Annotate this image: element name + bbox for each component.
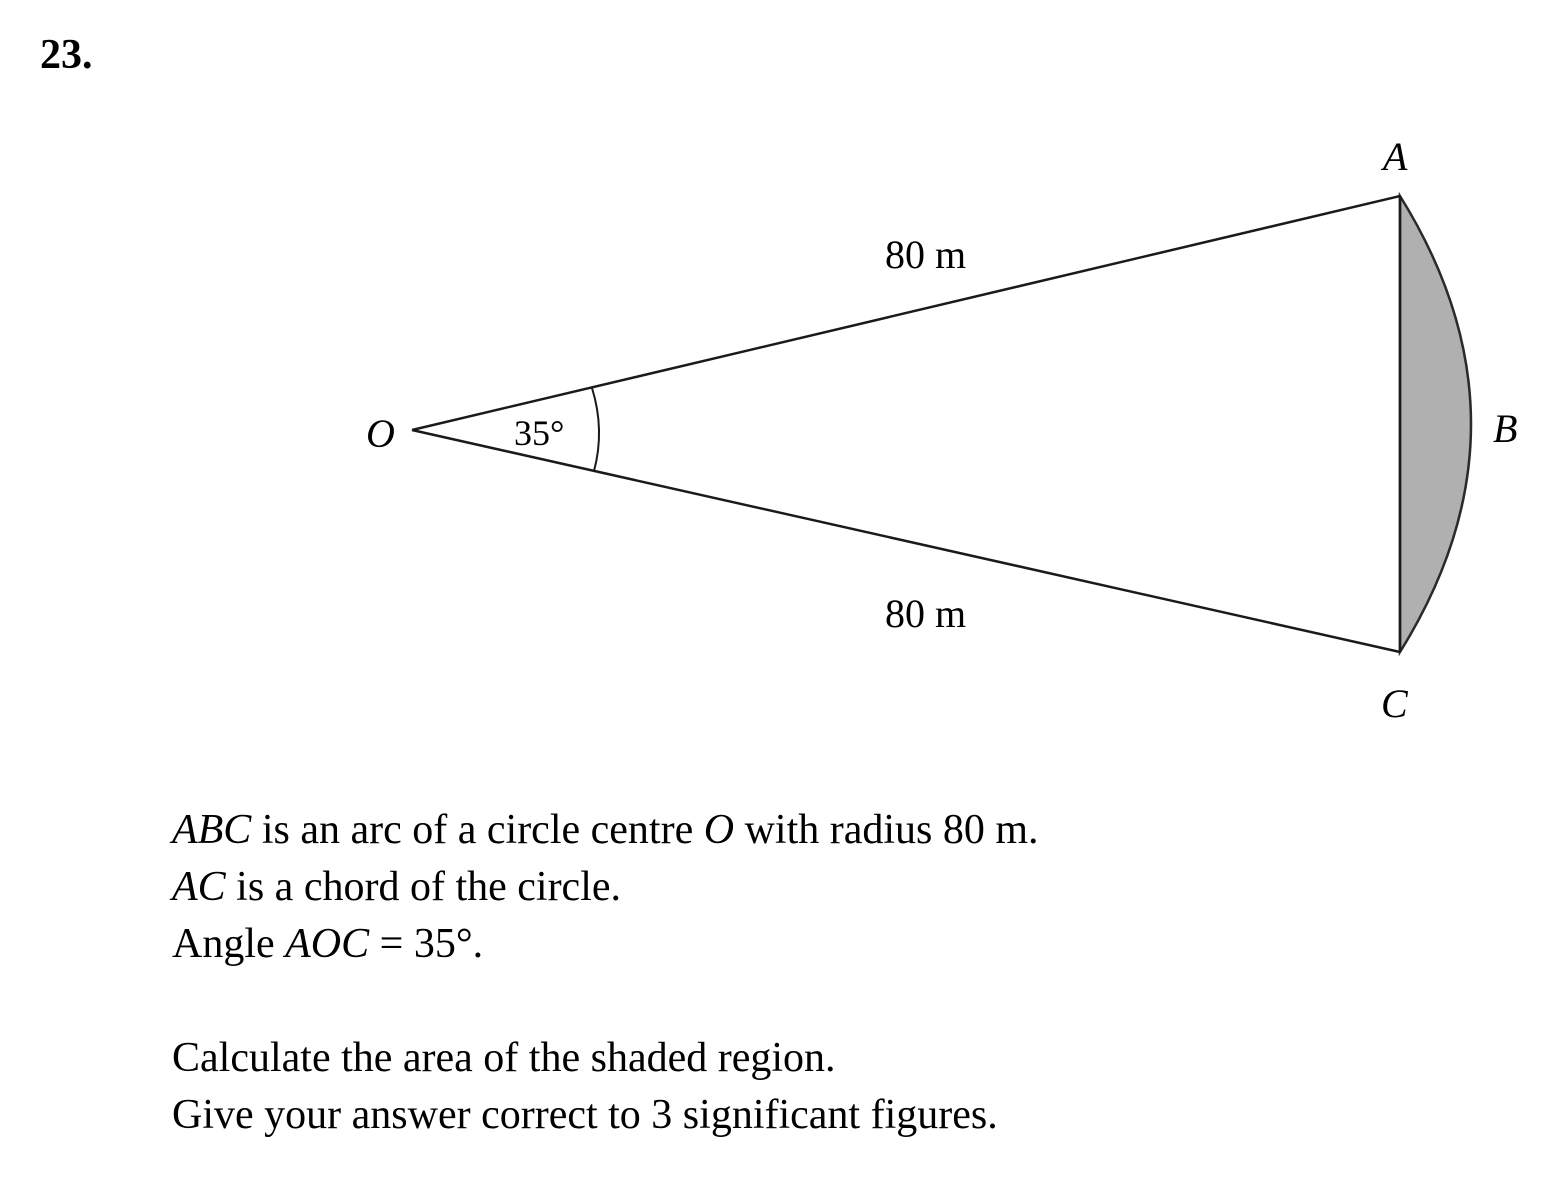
question-line-4: Calculate the area of the shaded region. — [172, 1035, 836, 1081]
label-point-b: B — [1493, 406, 1518, 451]
label-length-oc: 80 m — [885, 591, 967, 636]
label-point-o: O — [366, 411, 395, 456]
shaded-segment — [1400, 196, 1471, 652]
label-point-c: C — [1381, 681, 1408, 726]
question-line-2: AC is a chord of the circle. — [172, 864, 622, 910]
label-point-a: A — [1383, 134, 1408, 179]
label-angle-aoc: 35° — [514, 413, 565, 453]
question-line-3: Angle AOC = 35°. — [172, 921, 484, 967]
question-line-5: Give your answer correct to 3 significant figures. — [172, 1092, 998, 1138]
angle-arc — [592, 388, 599, 471]
question-number: 23. — [40, 32, 93, 78]
question-text — [172, 802, 1039, 1144]
label-length-oa: 80 m — [885, 232, 967, 277]
question-line-1: ABC is an arc of a circle centre O with radius 80 m. — [172, 807, 1039, 853]
